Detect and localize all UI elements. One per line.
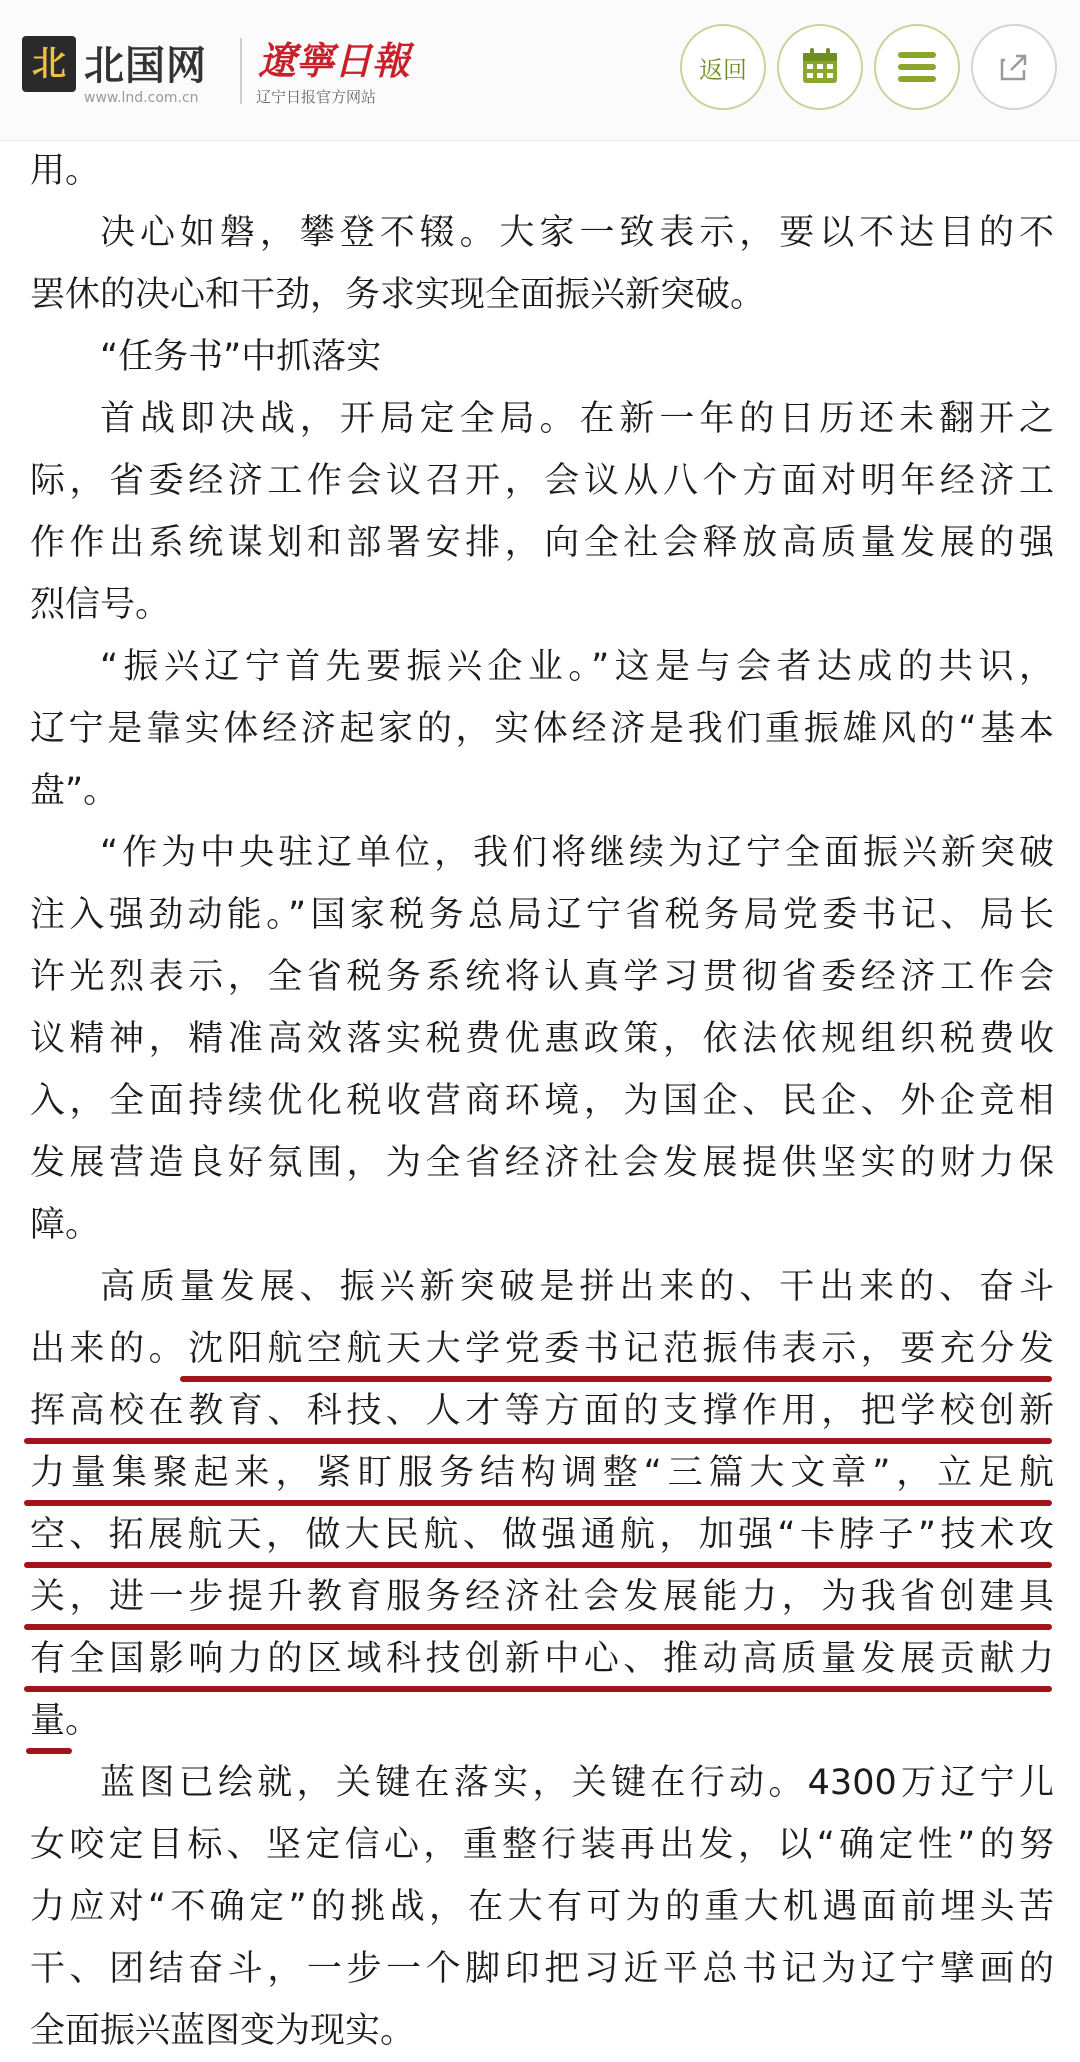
paragraph-line: 有全国影响力的区域科技创新中心、推动高质量发展贡献力 <box>30 1639 1054 1679</box>
paragraph-line: 烈信号。 <box>30 585 171 625</box>
paper-subtitle: 辽宁日报官方网站 <box>256 88 377 106</box>
back-button[interactable] <box>680 24 766 110</box>
paragraph-line: 空、拓展航天，做大民航、做强通航，加强“卡脖子”技术攻 <box>30 1515 1054 1555</box>
paragraph-line: 决心如磐，攀登不辍。大家一致表示，要以不达目的不 <box>100 213 1054 253</box>
menu-icon <box>895 47 939 87</box>
paragraph-line: 议精神，精准高效落实税费优惠政策，依法依规组织税费收 <box>30 1019 1054 1059</box>
calendar-icon <box>798 45 842 89</box>
paragraph-line: 许光烈表示，全省税务系统将认真学习贯彻省委经济工作会 <box>30 957 1054 997</box>
red-underline <box>24 1562 1052 1568</box>
paragraph-line: “振兴辽宁首先要振兴企业。”这是与会者达成的共识， <box>100 647 1054 687</box>
paragraph-line: “作为中央驻辽单位，我们将继续为辽宁全面振兴新突破 <box>100 833 1054 873</box>
paragraph-line: 盘”。 <box>30 771 119 811</box>
highlighted-quote <box>30 1318 1054 1752</box>
paragraph-line: 作作出系统谋划和部署安排，向全社会释放高质量发展的强 <box>30 523 1054 563</box>
lnd-logo-mark: 北 <box>22 36 76 92</box>
paragraph-line: 注入强劲动能。”国家税务总局辽宁省税务局党委书记、局长 <box>30 895 1054 935</box>
red-underline <box>24 1500 1052 1506</box>
paragraph-line: 女咬定目标、坚定信心，重整行装再出发，以“确定性”的努 <box>30 1825 1054 1865</box>
paragraph-line: 蓝图已绘就，关键在落实，关键在行动。4300万辽宁儿 <box>100 1763 1054 1803</box>
menu-button[interactable] <box>874 24 960 110</box>
back-button-label: 返回 <box>699 55 747 84</box>
paragraph-line: 力量集聚起来，紧盯服务结构调整“三篇大文章”，立足航 <box>30 1453 1054 1493</box>
lnd-logo-url: www.lnd.com.cn <box>84 90 199 106</box>
article-body <box>30 140 1054 2062</box>
section-subheading: “任务书”中抓落实 <box>100 337 382 377</box>
paragraph-line: 罢休的决心和干劲，务求实现全面振兴新突破。 <box>30 275 766 315</box>
paragraph-line: 挥高校在教育、科技、人才等方面的支撑作用，把学校创新 <box>30 1391 1054 1431</box>
paragraph-line: 发展营造良好氛围，为全省经济社会发展提供坚实的财力保 <box>30 1143 1054 1183</box>
lnd-logo[interactable] <box>22 30 232 110</box>
paragraph-line: 关，进一步提升教育服务经济社会发展能力，为我省创建具 <box>30 1577 1054 1617</box>
paragraph-line: 干、团结奋斗，一步一个脚印把习近平总书记为辽宁擘画的 <box>30 1949 1054 1989</box>
red-underline <box>26 1748 72 1754</box>
paragraph-line: 出来的。沈阳航空航天大学党委书记范振伟表示，要充分发 <box>30 1329 1054 1369</box>
red-underline <box>24 1624 1052 1630</box>
paragraph-line: 力应对“不确定”的挑战，在大有可为的重大机遇面前埋头苦 <box>30 1887 1054 1927</box>
site-header <box>0 0 1080 141</box>
calendar-button[interactable] <box>777 24 863 110</box>
paragraph-line: 全面振兴蓝图变为现实。 <box>30 2011 416 2051</box>
lnd-logo-name: 北国网 <box>84 43 207 89</box>
paragraph-line: 首战即决战，开局定全局。在新一年的日历还未翻开之 <box>100 399 1054 439</box>
logo-divider <box>240 38 242 104</box>
paragraph-line: 入，全面持续优化税收营商环境，为国企、民企、外企竞相 <box>30 1081 1054 1121</box>
paragraph-line: 辽宁是靠实体经济起家的，实体经济是我们重振雄风的“基本 <box>30 709 1054 749</box>
red-underline <box>180 1376 1052 1382</box>
share-icon <box>997 50 1031 84</box>
paragraph-line: 障。 <box>30 1205 101 1245</box>
liaoning-daily-logo[interactable] <box>256 30 416 110</box>
paragraph-line: 量。 <box>30 1701 101 1741</box>
share-button[interactable] <box>971 24 1057 110</box>
paragraph-line: 高质量发展、振兴新突破是拼出来的、干出来的、奋斗 <box>100 1267 1054 1307</box>
paragraph-line: 用。 <box>30 151 101 191</box>
red-underline <box>24 1686 1052 1692</box>
red-underline <box>24 1438 1052 1444</box>
paper-name: 遼寧日報 <box>258 38 411 83</box>
paragraph-line: 际，省委经济工作会议召开，会议从八个方面对明年经济工 <box>30 461 1054 501</box>
